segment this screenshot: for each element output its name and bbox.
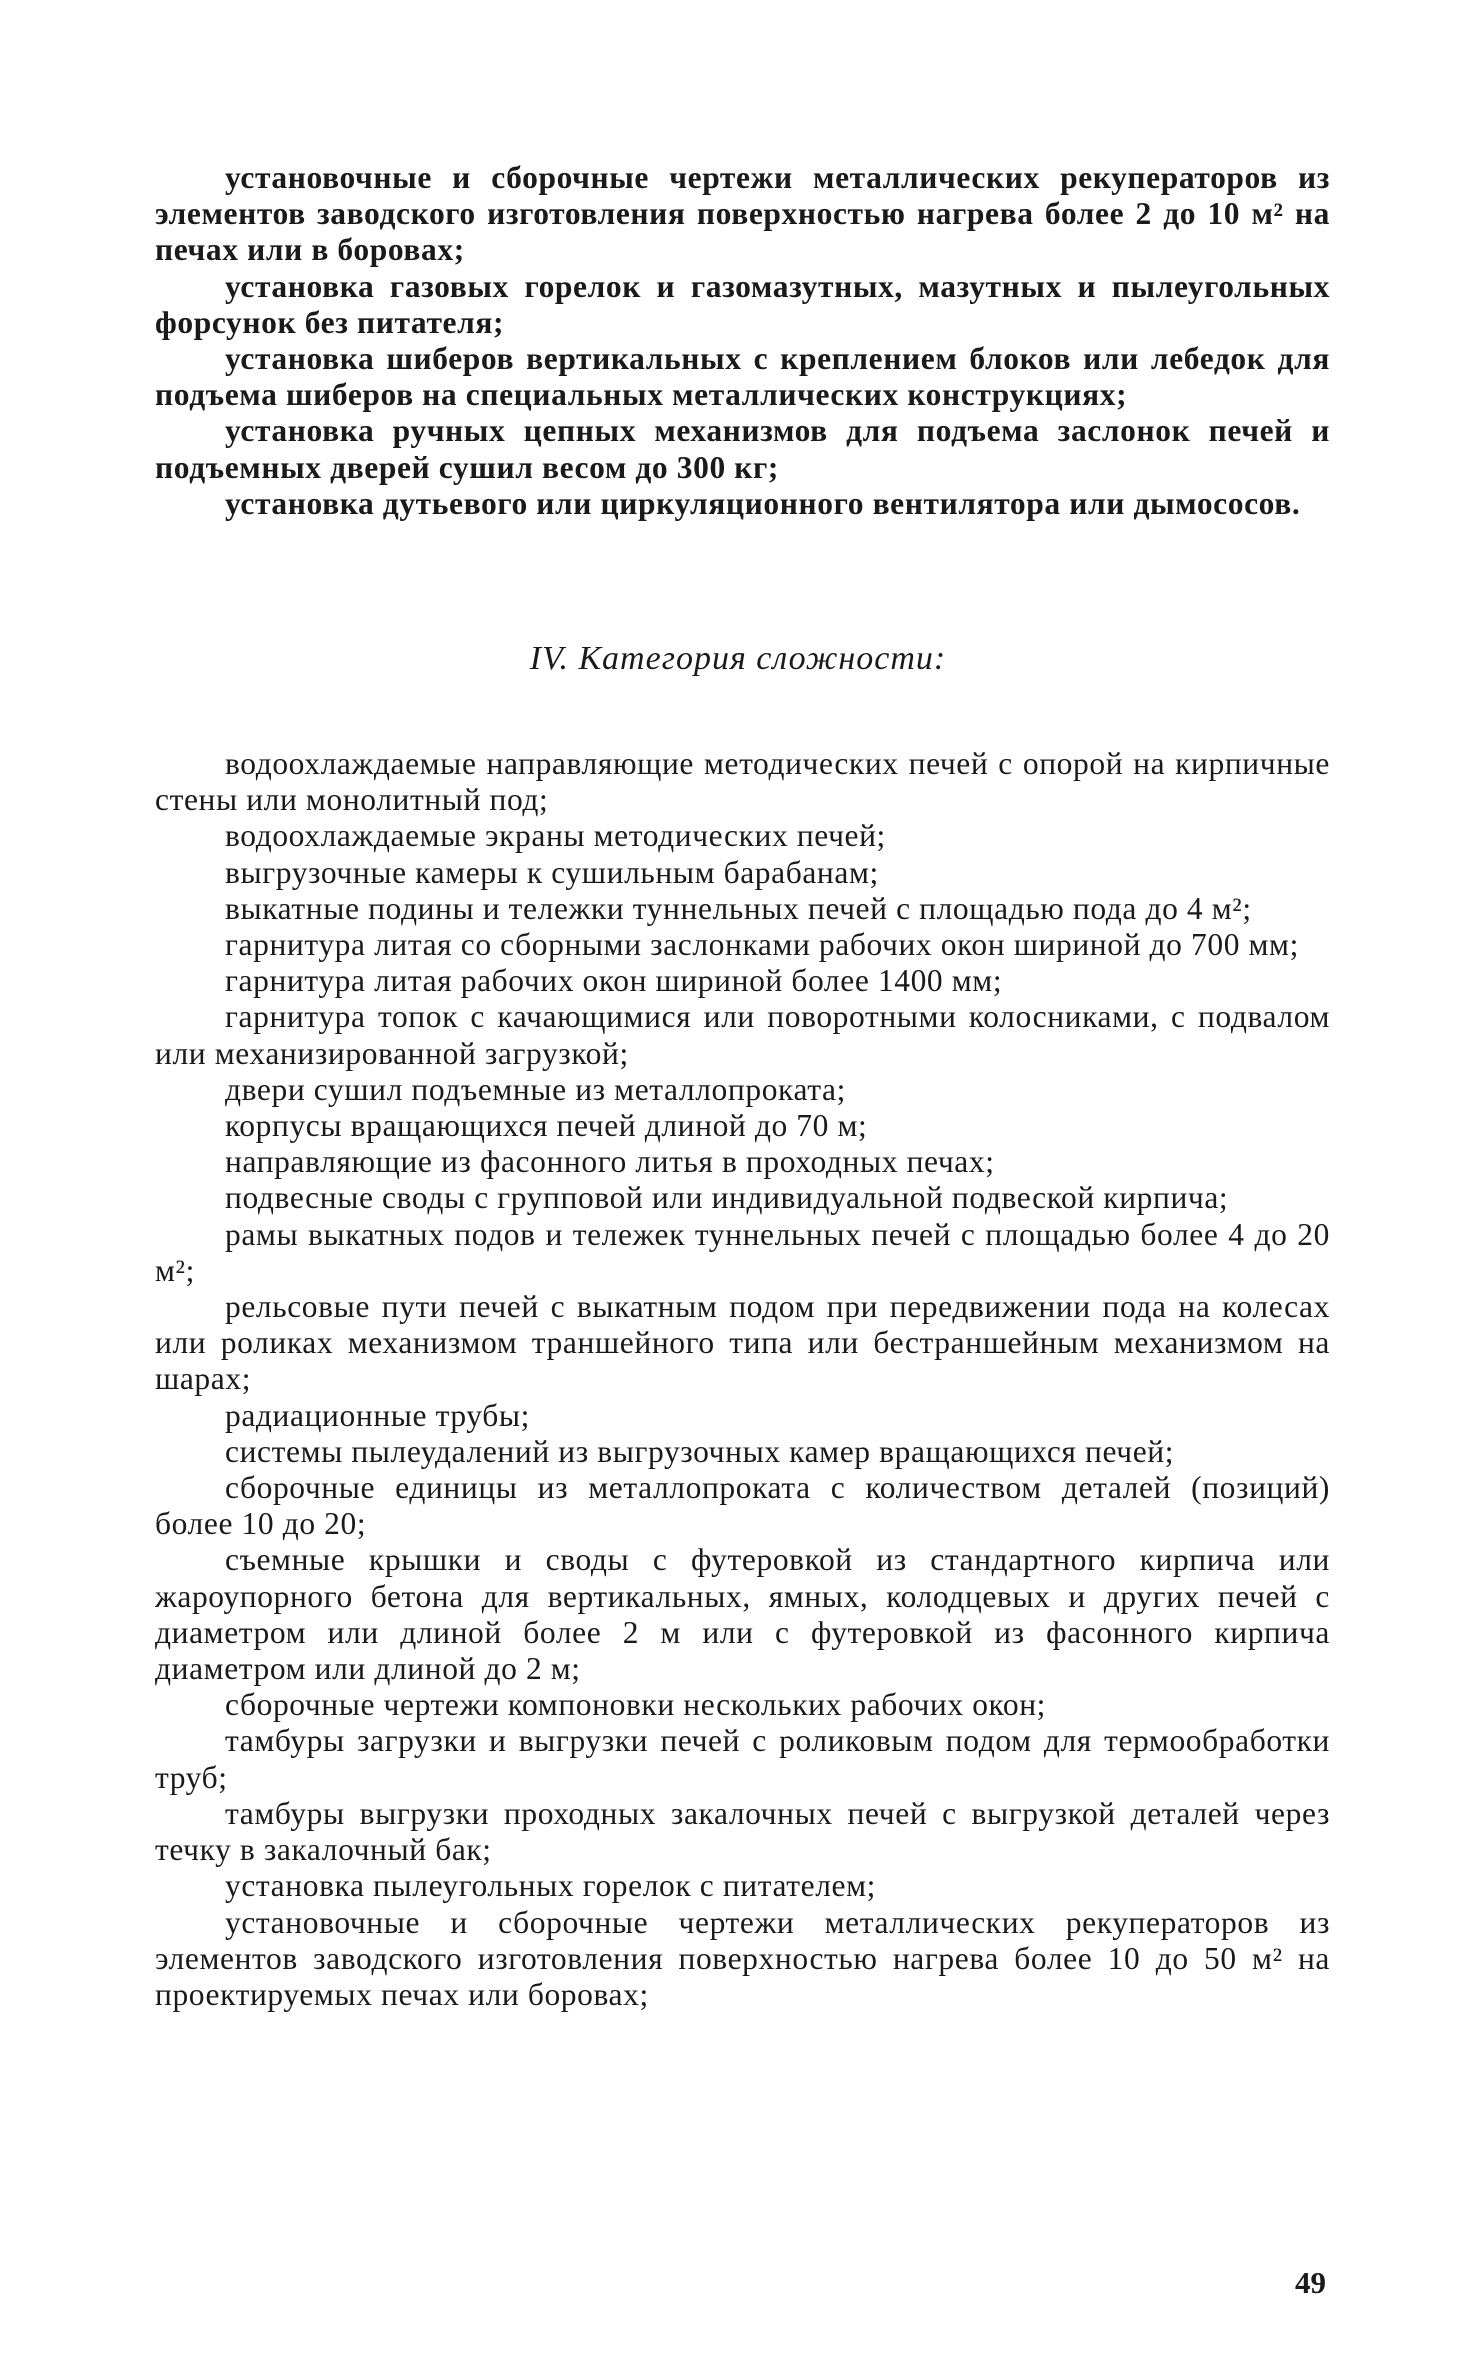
list-item: тамбуры загрузки и выгрузки печей с роликовым подом для термообработки труб;	[155, 1723, 1330, 1795]
paragraph: установка шиберов вертикальных с креплением блоков или лебедок для подъема шиберов на специальных металлических конструкциях;	[155, 341, 1330, 413]
list-item: выгрузочные камеры к сушильным барабанам;	[225, 854, 879, 890]
list-item: тамбуры выгрузки проходных закалочных печей с выгрузкой деталей через течку в закалочный бак;	[155, 1795, 1330, 1868]
list-item: водоохлаждаемые экраны методических печей;	[225, 818, 886, 854]
paragraph: установка дутьевого или циркуляционного вентилятора или дымососов.	[225, 485, 1301, 521]
list-item: установка пылеугольных горелок с питателем;	[225, 1868, 877, 1904]
top-section	[155, 160, 1330, 522]
list-item: подвесные своды с групповой или индивидуальной подвеской кирпича;	[225, 1180, 1229, 1216]
list-item: двери сушил подъемные из металлопроката;	[225, 1071, 846, 1107]
list-item: водоохлаждаемые направляющие методических печей с опорой на кирпичные стены или монолитный под;	[155, 746, 1330, 818]
list-item: корпусы вращающихся печей длиной до 70 м;	[225, 1108, 868, 1144]
paragraph: установка ручных цепных механизмов для подъема заслонок печей и подъемных дверей сушил весом до 300 кг;	[155, 413, 1330, 485]
paragraph: установочные и сборочные чертежи металлических рекуператоров из элементов заводского изготовления поверхностью нагрева более 2 до 10 м² на печах или в боровах;	[155, 160, 1330, 268]
list-item: сборочные чертежи компоновки нескольких рабочих окон;	[225, 1687, 1047, 1723]
list-item: гарнитура топок с качающимися или поворотными колосниками, с подвалом или механизированной загрузкой;	[155, 999, 1330, 1071]
list-item: гарнитура литая со сборными заслонками рабочих окон шириной до 700 мм;	[225, 927, 1299, 963]
list-item: сборочные единицы из металлопроката с количеством деталей (позиций) более 10 до 20;	[155, 1470, 1330, 1542]
page-number: 49	[1295, 2265, 1326, 2300]
main-section	[155, 746, 1330, 2013]
list-item: установочные и сборочные чертежи металлических рекуператоров из элементов заводского изготовления поверхностью нагрева более 10 до 50 м² на проектируемых печах или боровах;	[155, 1904, 1330, 2012]
list-item: выкатные подины и тележки туннельных печей с площадью пода до 4 м²;	[225, 890, 1252, 926]
paragraph: установка газовых горелок и газомазутных, мазутных и пылеугольных форсунок без питателя;	[155, 268, 1330, 340]
list-item: направляющие из фасонного литья в проходных печах;	[225, 1144, 995, 1180]
list-item: рельсовые пути печей с выкатным подом при передвижении пода на колесах или роликах механизмом траншейного типа или бестраншейным механизмом на шарах;	[155, 1289, 1330, 1397]
list-item: гарнитура литая рабочих окон шириной более 1400 мм;	[225, 963, 1003, 999]
section-heading: IV. Категория сложности:	[529, 640, 947, 677]
list-item: рамы выкатных подов и тележек туннельных печей с площадью более 4 до 20 м²;	[155, 1216, 1330, 1288]
list-item: радиационные трубы;	[225, 1397, 530, 1433]
list-item: системы пылеудалений из выгрузочных камер вращающихся печей;	[225, 1433, 1175, 1469]
list-item: съемные крышки и своды с футеровкой из стандартного кирпича или жароупорного бетона для вертикальных, ямных, колодцевых и других печей с диаметром или длиной более 2 м или с футеровкой из фасонного кирпича диаметром или длиной до 2 м;	[155, 1542, 1330, 1687]
